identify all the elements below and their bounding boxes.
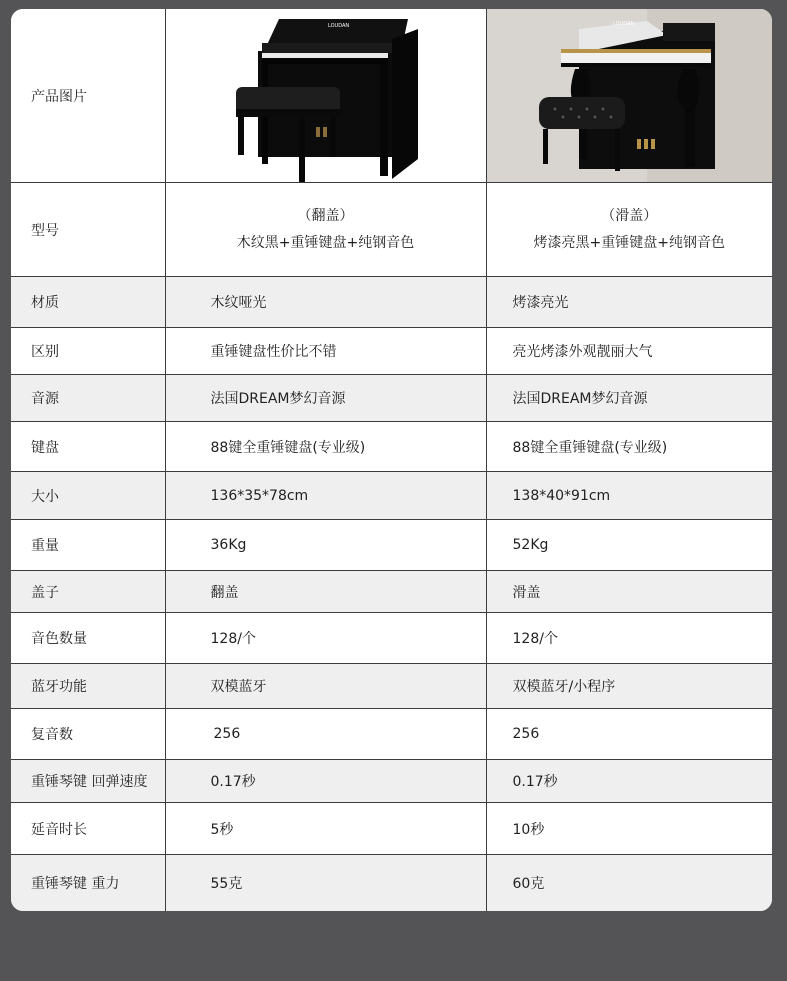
row-value-left: 256 (165, 709, 486, 760)
table-row (11, 760, 772, 803)
row-value-left: 88键全重锤键盘(专业级) (165, 422, 486, 472)
spec-comparison-table (11, 9, 772, 911)
comparison-card (11, 9, 772, 911)
row-label: 型号 (11, 183, 165, 277)
table-row (11, 472, 772, 520)
row-value-left: 136*35*78cm (165, 472, 486, 520)
row-value-right: 法国DREAM梦幻音源 (486, 375, 772, 422)
row-value-right: 138*40*91cm (486, 472, 772, 520)
row-value-right: 0.17秒 (486, 760, 772, 803)
row-value-left: 木纹哑光 (165, 277, 486, 328)
row-label: 大小 (11, 472, 165, 520)
row-label: 音色数量 (11, 613, 165, 664)
piano-slide-lid-image (487, 9, 773, 182)
table-row (11, 855, 772, 912)
row-label: 区别 (11, 328, 165, 375)
row-value-right: 128/个 (486, 613, 772, 664)
row-label: 复音数 (11, 709, 165, 760)
row-label: 延音时长 (11, 803, 165, 855)
row-value-right: 60克 (512, 876, 545, 893)
row-value-left: 翻盖 (165, 571, 486, 613)
row-label: 材质 (11, 277, 165, 328)
table-row (11, 422, 772, 472)
row-value-right: 双模蓝牙/小程序 (486, 664, 772, 709)
row-label: 重锤琴键 重力 (11, 855, 165, 912)
table-row (11, 328, 772, 375)
table-row-image (11, 9, 772, 183)
row-label: 重量 (11, 520, 165, 571)
row-label: 盖子 (11, 571, 165, 613)
row-value-left: 法国DREAM梦幻音源 (165, 375, 486, 422)
row-value-left: 128/个 (165, 613, 486, 664)
row-label: 产品图片 (11, 9, 165, 183)
row-label: 重锤琴键 回弹速度 (11, 760, 165, 803)
model-left-desc: 木纹黑+重锤键盘+纯钢音色 (236, 234, 415, 251)
table-row (11, 709, 772, 760)
product-image-flip-lid (165, 9, 486, 183)
brand-logo: LOUDAN (612, 21, 634, 27)
model-right (486, 183, 772, 277)
row-value-right: 10秒 (486, 803, 772, 855)
row-value-left: 双模蓝牙 (165, 664, 486, 709)
table-row (11, 664, 772, 709)
row-label: 键盘 (11, 422, 165, 472)
row-value-left: 55克 (165, 855, 486, 912)
row-value-left: 5秒 (165, 803, 486, 855)
table-row (11, 375, 772, 422)
model-left (165, 183, 486, 277)
row-value-left: 重锤键盘性价比不错 (165, 328, 486, 375)
table-row-model (11, 183, 772, 277)
row-value-right: 88键全重锤键盘(专业级) (486, 422, 772, 472)
row-label: 蓝牙功能 (11, 664, 165, 709)
row-value-right: 烤漆亮光 (486, 277, 772, 328)
row-value-left: 36Kg (165, 520, 486, 571)
model-right-lid: （滑盖） (601, 207, 658, 224)
table-row (11, 613, 772, 664)
row-value-right: 滑盖 (486, 571, 772, 613)
row-value-left: 0.17秒 (165, 760, 486, 803)
model-right-desc: 烤漆亮黑+重锤键盘+纯钢音色 (533, 234, 725, 251)
piano-flip-lid-image (166, 9, 486, 182)
row-label: 音源 (11, 375, 165, 422)
row-value-right: 亮光烤漆外观靓丽大气 (486, 328, 772, 375)
table-row (11, 571, 772, 613)
brand-logo: LOUDAN (327, 23, 349, 29)
table-row (11, 520, 772, 571)
row-value-right: 52Kg (486, 520, 772, 571)
product-image-slide-lid (486, 9, 772, 183)
row-value-right: 256 (486, 709, 772, 760)
model-left-lid: （翻盖） (297, 207, 354, 224)
table-row (11, 277, 772, 328)
table-row (11, 803, 772, 855)
